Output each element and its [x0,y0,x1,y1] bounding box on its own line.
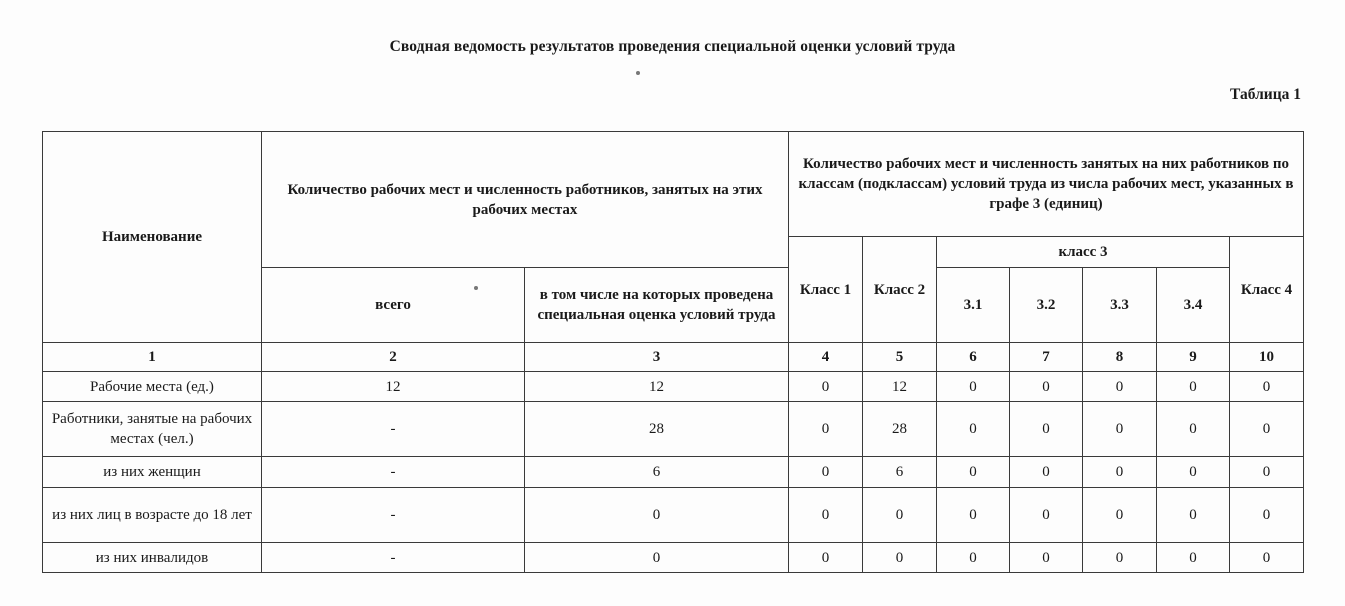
row-label: из них инвалидов [43,543,262,573]
table-row [43,488,1304,543]
header-total: всего [262,268,525,343]
header-classes-group: Количество рабочих мест и численность занятых на них работников по классам (подклассам) условий труда из числа рабочих мест, указанных в графе 3 (единиц) [789,132,1304,237]
header-subclass-3-1: 3.1 [937,268,1010,343]
table-cell: - [262,488,525,543]
table-cell: 6 [525,457,789,488]
table-cell: 0 [1010,457,1083,488]
table-cell: - [262,457,525,488]
table-row [43,372,1304,402]
table-cell: 0 [1083,402,1157,457]
table-cell: 0 [789,372,863,402]
table-cell: 0 [1157,543,1230,573]
header-name: Наименование [43,132,262,343]
table-cell: 0 [789,402,863,457]
header-assessed: в том числе на которых проведена специальная оценка условий труда [525,268,789,343]
table-cell: 0 [1083,488,1157,543]
column-number: 10 [1230,343,1304,372]
table-row [43,543,1304,573]
table-cell: 0 [1157,372,1230,402]
column-number: 8 [1083,343,1157,372]
table-cell: 0 [937,402,1010,457]
table-cell: 0 [937,488,1010,543]
row-label: из них лиц в возрасте до 18 лет [43,488,262,543]
table-label: Таблица 1 [1230,86,1301,103]
table-cell: 0 [1083,457,1157,488]
column-number: 1 [43,343,262,372]
column-number: 7 [1010,343,1083,372]
column-number: 3 [525,343,789,372]
table-cell: 0 [1230,402,1304,457]
table-cell: 0 [1010,488,1083,543]
table-cell: 0 [789,488,863,543]
table-cell: 0 [789,457,863,488]
header-class-4: Класс 4 [1230,237,1304,343]
scan-speck [636,71,640,75]
table-cell: 0 [1010,372,1083,402]
row-label: из них женщин [43,457,262,488]
table-cell: 0 [1010,543,1083,573]
table-cell: 6 [863,457,937,488]
document-title: Сводная ведомость результатов проведения специальной оценки условий труда [389,38,956,55]
column-number: 4 [789,343,863,372]
table-cell: 0 [1083,372,1157,402]
header-subclass-3-2: 3.2 [1010,268,1083,343]
table-cell: 0 [1010,402,1083,457]
summary-table [42,131,1304,573]
table-cell: 0 [1157,488,1230,543]
table-cell: 0 [789,543,863,573]
header-subclass-3-4: 3.4 [1157,268,1230,343]
table-cell: 0 [525,543,789,573]
table-cell: 0 [1157,457,1230,488]
table-cell: 0 [937,372,1010,402]
table-cell: 0 [863,543,937,573]
table-cell: 0 [863,488,937,543]
header-workplaces-group: Количество рабочих мест и численность работников, занятых на этих рабочих местах [262,132,789,268]
column-number-row [43,343,1304,372]
column-number: 5 [863,343,937,372]
table-cell: - [262,402,525,457]
table-cell: 28 [863,402,937,457]
row-label: Рабочие места (ед.) [43,372,262,402]
row-label: Работники, занятые на рабочих местах (чел.) [43,402,262,457]
table-row [43,402,1304,457]
table-cell: 0 [525,488,789,543]
table-cell: 0 [1230,488,1304,543]
table-cell: 0 [1083,543,1157,573]
column-number: 6 [937,343,1010,372]
column-number: 9 [1157,343,1230,372]
table-cell: 0 [1230,543,1304,573]
table-cell: - [262,543,525,573]
table-cell: 12 [262,372,525,402]
header-subclass-3-3: 3.3 [1083,268,1157,343]
table-cell: 28 [525,402,789,457]
header-class-2: Класс 2 [863,237,937,343]
table-cell: 12 [863,372,937,402]
header-class-3: класс 3 [937,237,1230,268]
table-cell: 0 [1157,402,1230,457]
table-cell: 0 [937,457,1010,488]
column-number: 2 [262,343,525,372]
table-cell: 12 [525,372,789,402]
table-row [43,457,1304,488]
table-cell: 0 [1230,372,1304,402]
table-cell: 0 [1230,457,1304,488]
header-class-1: Класс 1 [789,237,863,343]
table-cell: 0 [937,543,1010,573]
